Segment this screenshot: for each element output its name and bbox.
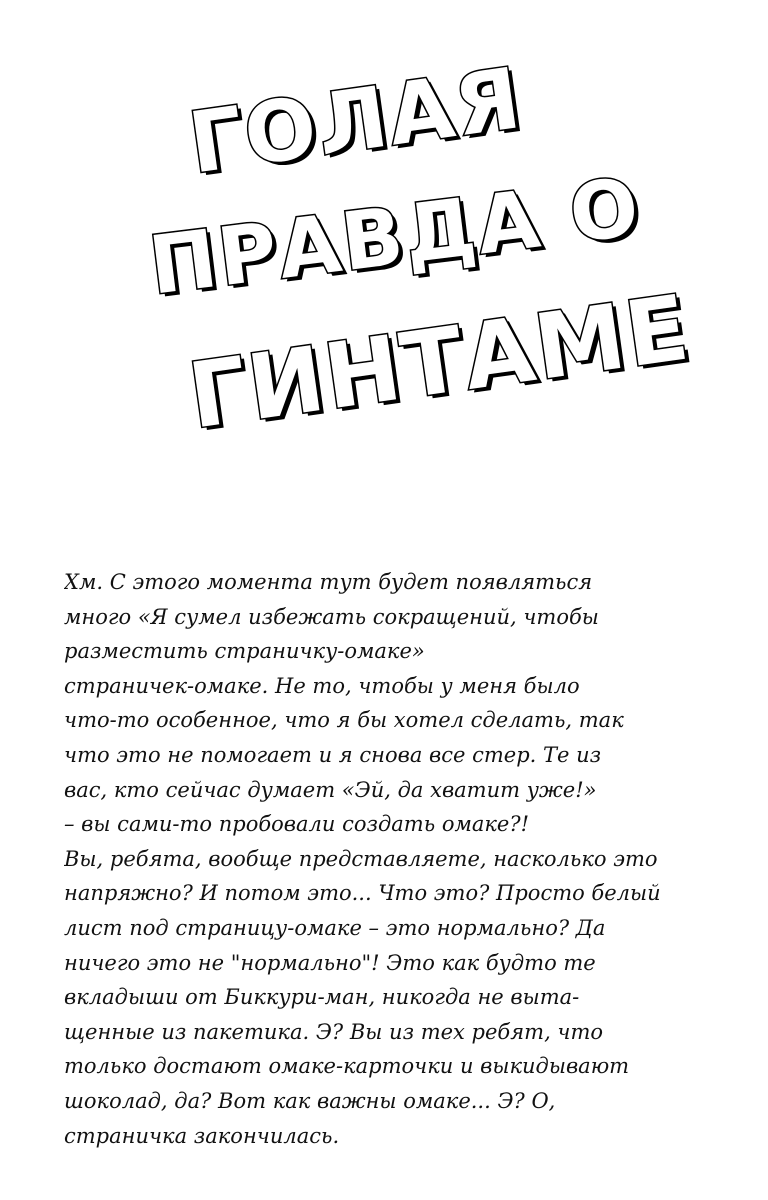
body-line: много «Я сумел избежать сокращений, чтобы xyxy=(64,604,599,629)
body-line: вкладыши от Биккури-ман, никогда не выта- xyxy=(64,985,580,1010)
body-line: разместить страничку-омаке» xyxy=(64,639,425,664)
title-line-3: ГИНТАМЕ xyxy=(182,275,697,450)
title-line-1: ГОЛАЯ xyxy=(183,48,528,193)
body-line: что-то особенное, что я бы хотел сделать, так xyxy=(64,708,624,733)
body-line: Вы, ребята, вообще представляете, насколько это xyxy=(64,846,658,871)
body-line: щенные из пакетика. Э? Вы из тех ребят, что xyxy=(64,1019,604,1044)
body-line: страничек-омаке. Не то, чтобы у меня было xyxy=(64,673,580,698)
body-line: Хм. С этого момента тут будет появляться xyxy=(64,570,593,594)
body-line: ничего это не "нормально"! Это как будто те xyxy=(64,950,596,975)
title-line-2: ПРАВДА О xyxy=(144,160,646,313)
body-line: вас, кто сейчас думает «Эй, да хватит уже!» xyxy=(64,777,597,802)
body-line: что это не помогает и я снова все стер. Те из xyxy=(64,742,602,767)
body-line: шоколад, да? Вот как важны омаке... Э? О, xyxy=(64,1088,556,1113)
body-line: напряжно? И потом это... Что это? Просто белый xyxy=(64,881,661,906)
body-text xyxy=(64,565,736,1153)
page-title xyxy=(144,48,697,485)
body-line: – вы сами-то пробовали создать омаке?! xyxy=(64,812,530,837)
body-line: страничка закончилась. xyxy=(64,1123,340,1148)
body-line: лист под страницу-омаке – это нормально? Да xyxy=(64,915,606,940)
body-line: только достают омаке-карточки и выкидывают xyxy=(64,1054,630,1079)
